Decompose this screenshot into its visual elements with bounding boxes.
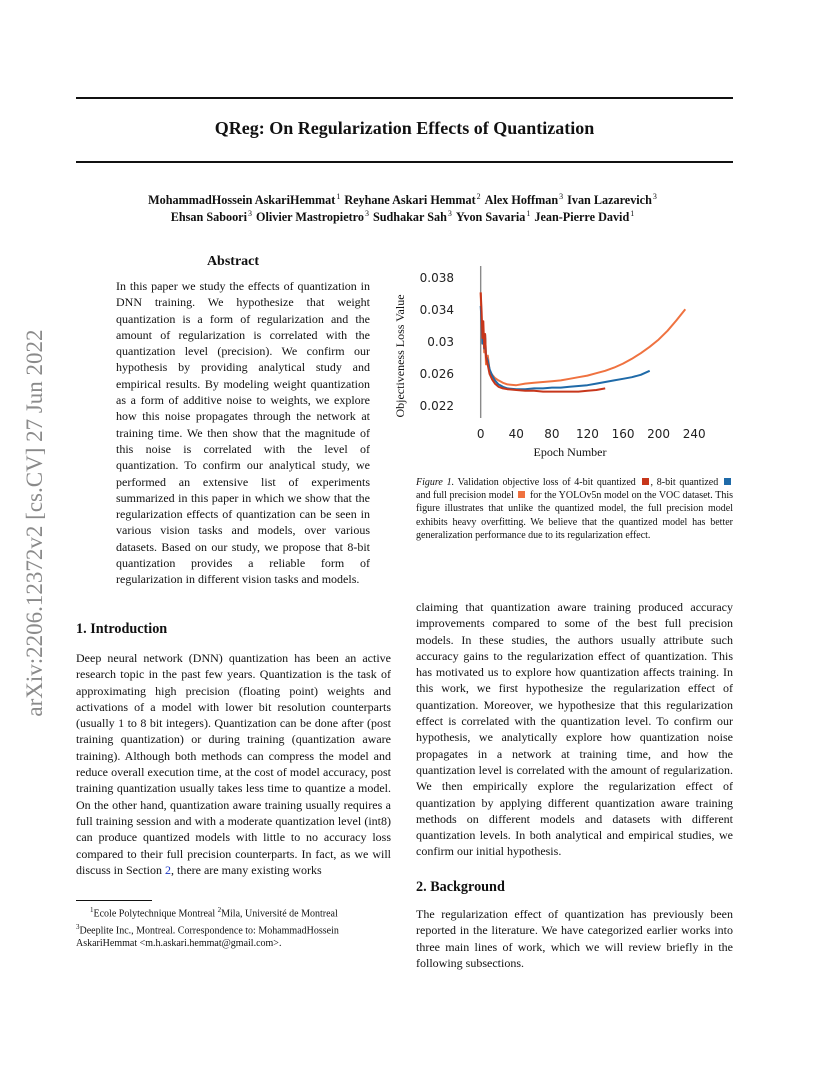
introduction-paragraph: [76, 650, 391, 878]
author-affiliation-mark: 1: [336, 192, 341, 201]
title-rule-top: [76, 97, 733, 99]
caption-text-4: for the YOLOv5n model on the VOC dataset. This figure illustrates that unlike the quantized model, the full precision model exhibits heavy overfitting. We believe that the quantized model has better generalization performance due to its regularization effect.: [416, 490, 733, 541]
introduction-text-b: , there are many existing works: [171, 862, 322, 877]
author-affiliation-mark: 3: [247, 209, 252, 218]
chart-y-tick-label: 0.038: [419, 271, 454, 285]
chart-series-full-precision: [481, 292, 686, 385]
introduction-text-a: Deep neural network (DNN) quantization has been an active research topic in the past few years. Quantization is the task of approximating high precision (floating point) weights and activations of a model with lower bit resolution counterparts (usually 1 to 8 bit integers). Quantization can be done after (post training quantization) or during training (quantization aware training). Although both methods can compress the model and reduce overall execution time, at the cost of model accuracy, post training quantization usually takes less time to quantize a model. On the other hand, quantization aware training usually requires a full training session and with a moderate quantization level (int8) can produce quantized models with little to no accuracy loss compared to their full precision counterparts. In fact, as we will discuss in Section: [76, 651, 391, 877]
chart-x-tick-label: 80: [544, 427, 560, 441]
author-affiliation-mark: 3: [364, 209, 369, 218]
chart-x-tick-label: 160: [611, 427, 635, 441]
chart-x-axis-title: Epoch Number: [533, 445, 607, 459]
affiliation-footnote: [76, 904, 394, 950]
chart-y-tick-label: 0.03: [427, 335, 454, 349]
author-affiliation-mark: 3: [652, 192, 657, 201]
arxiv-identifier[interactable]: [20, 290, 50, 760]
chart-y-tick-label: 0.034: [419, 303, 454, 317]
author-name: Jean-Pierre David: [534, 210, 630, 225]
footnote-line-1: [76, 904, 394, 921]
author-name: Yvon Savaria: [455, 210, 526, 225]
legend-swatch-full-precision: [518, 491, 525, 498]
footnote-line-2: [76, 921, 394, 950]
chart-x-tick-label: 200: [647, 427, 671, 441]
affiliation-3-correspondence: Deeplite Inc., Montreal. Correspondence to: MohammadHossein AskariHemmat <m.h.askari.hemmat@gmail.com>.: [76, 925, 339, 949]
author-affiliation-mark: 3: [559, 192, 564, 201]
chart-y-tick-label: 0.022: [419, 399, 454, 413]
author-affiliation-mark: 1: [526, 209, 531, 218]
footnote-mark-1: 1: [90, 906, 94, 914]
figure-label: Figure 1.: [416, 477, 455, 488]
footnote-mark-2: 2: [217, 906, 222, 914]
background-heading: 2. Background: [416, 879, 505, 895]
author-affiliation-mark: 1: [630, 209, 635, 218]
chart-y-tick-label: 0.026: [419, 367, 454, 381]
title-rule-bottom: [76, 161, 733, 163]
chart-x-tick-label: 40: [508, 427, 524, 441]
author-list-line-1: [76, 192, 733, 208]
author-name: Alex Hoffman: [484, 193, 559, 208]
chart-y-axis-title: Objectiveness Loss Value: [393, 294, 407, 418]
caption-text-1: Validation objective loss of 4-bit quantized: [454, 477, 640, 488]
author-affiliation-mark: 2: [476, 192, 481, 201]
author-name: Reyhane Askari Hemmat: [344, 193, 476, 208]
author-list-line-2: [76, 209, 733, 225]
abstract-body: In this paper we study the effects of quantization in DNN training. We hypothesize that weight quantization is a form of regularization and the amount of regularization is correlated with the quantization level (precision). We confirm our hypothesis by providing analytical study and empirical results. By modeling weight quantization as a form of additive noise to weights, we explore how this noise propagates through the network at training time. We then show that the magnitude of this noise is correlated with the level of quantization. To confirm our analytical study, we performed an extensive list of experiments summarized in this paper in which we show that the regularization effects of quantization can be seen in various vision tasks and models, over various datasets. Based on our study, we propose that 8-bit quantization provides a reliable form of regularization in different vision tasks and models.: [116, 279, 370, 587]
section-2-link[interactable]: 2: [165, 862, 171, 877]
author-affiliation-mark: 3: [447, 209, 452, 218]
chart-x-tick-label: 120: [575, 427, 599, 441]
background-paragraph: The regularization effect of quantization has previously been reported in the literature. We have categorized earlier works into three main lines of work, which we will review briefly in the following subsections.: [416, 907, 733, 970]
arxiv-identifier-text: arXiv:2206.12372v2 [cs.CV] 27 Jun 2022: [22, 329, 47, 717]
legend-swatch-4bit: [642, 478, 649, 485]
caption-text-3: and full precision model: [416, 490, 517, 502]
chart-series-8bit: [481, 306, 650, 389]
author-name: Ivan Lazarevich: [567, 193, 652, 208]
abstract-heading: Abstract: [206, 254, 260, 269]
footnote-rule: [76, 900, 152, 901]
introduction-paragraph-continued: claiming that quantization aware training produced accuracy improvements compared to some of the best full precision models. In these studies, the authors usually attribute such accuracy gains to the regularization effect of quantization. This has motivated us to explore how quantization affects training. In this work, we first hypothesize the regularization effect of quantization. Moreover, we hypothesize that this regularization effect is correlated with the quantization level. To confirm our hypothesis, we analytically explore how quantization noise propagates in a network at training time, and how the quantization level is correlated with the amount of regularization. We then empirically explore the regularization effect of quantization by applying different quantization aware training methods on different models and datasets with different quantization levels. In both analytical and empirical studies, we confirm our initial hypothesis.: [416, 600, 733, 859]
affiliation-2: Mila, Université de Montreal: [221, 908, 338, 920]
chart-x-tick-label: 240: [682, 427, 706, 441]
introduction-heading: 1. Introduction: [76, 621, 168, 637]
author-name: Ehsan Saboori: [170, 210, 247, 225]
caption-text-2: , 8-bit quantized: [650, 477, 722, 488]
affiliation-1: Ecole Polytechnique Montreal: [93, 908, 218, 920]
author-name: Olivier Mastropietro: [255, 210, 364, 225]
figure-1-caption: [416, 476, 733, 542]
author-name: MohammadHossein AskariHemmat: [148, 193, 336, 208]
chart-x-tick-label: 0: [476, 427, 485, 441]
author-name: Sudhakar Sah: [372, 210, 447, 225]
figure-1-loss-chart: [392, 262, 732, 462]
footnote-mark-3: 3: [76, 922, 80, 931]
paper-title: QReg: On Regularization Effects of Quantization: [214, 118, 595, 138]
legend-swatch-8bit: [724, 478, 731, 485]
